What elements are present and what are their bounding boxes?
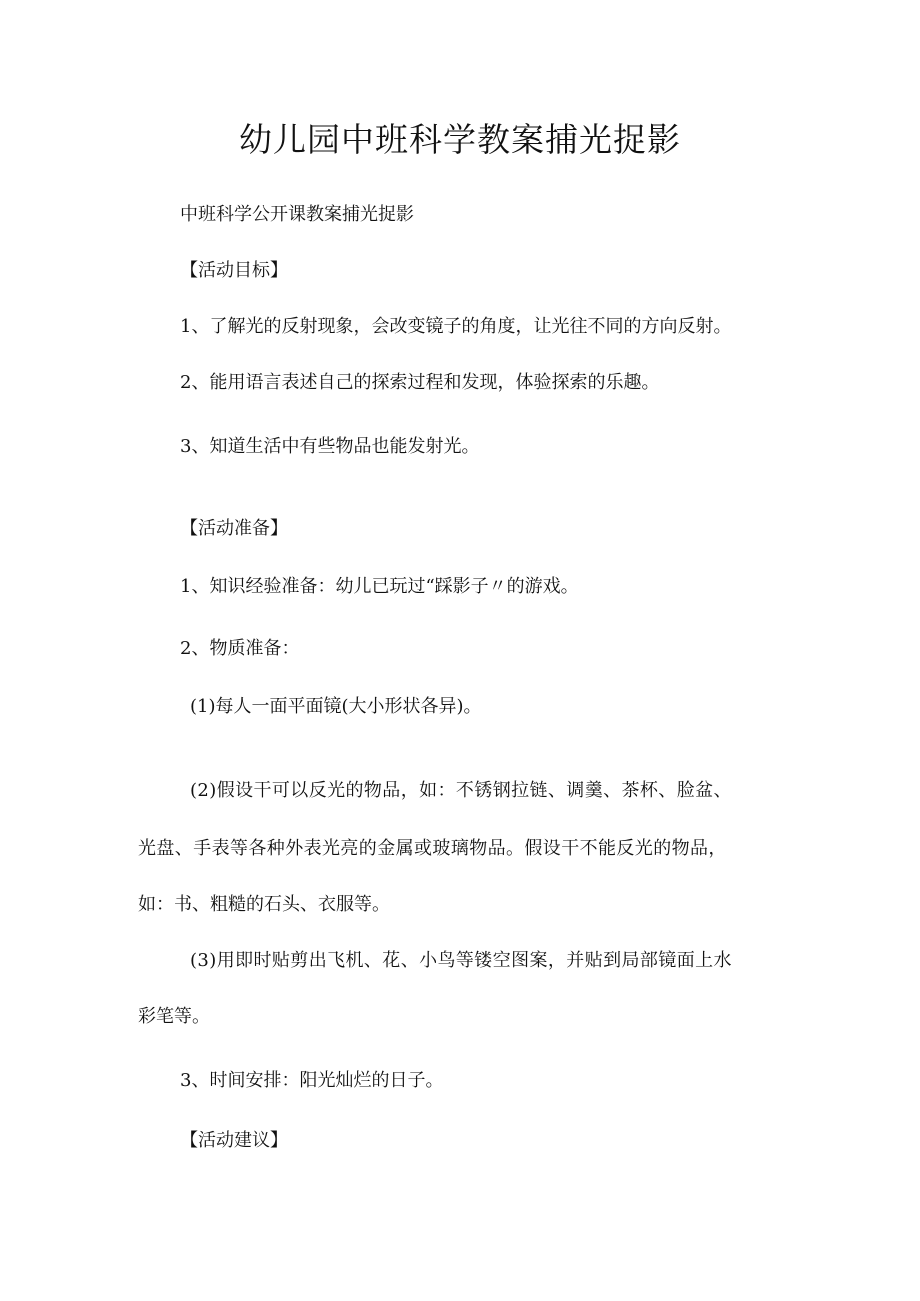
goals-heading: 【活动目标】 — [180, 260, 288, 281]
prep-item-1: 1、知识经验准备：幼儿已玩过“踩影子〃的游戏。 — [180, 576, 579, 597]
prep-heading: 【活动准备】 — [180, 518, 288, 539]
prep-item-3: 3、时间安排：阳光灿烂的日子。 — [180, 1070, 444, 1091]
prep-item-2: 2、物质准备： — [180, 638, 300, 659]
prep-subitem-2-line-3: 如：书、粗糙的石头、衣服等。 — [138, 894, 390, 915]
goal-item-1: 1、了解光的反射现象，会改变镜子的角度，让光往不同的方向反射。 — [180, 316, 732, 337]
goal-item-2: 2、能用语言表述自己的探索过程和发现，体验探索的乐趣。 — [180, 372, 660, 393]
prep-subitem-3-line-2: 彩笔等。 — [138, 1006, 210, 1027]
prep-subitem-2-line-2: 光盘、手表等各种外表光亮的金属或玻璃物品。假设干不能反光的物品， — [138, 838, 727, 859]
goal-item-3: 3、知道生活中有些物品也能发射光。 — [180, 436, 480, 457]
prep-subitem-2-line-1: (2)假设干可以反光的物品，如：不锈钢拉链、调羹、茶杯、脸盆、 — [190, 780, 732, 801]
document-title: 幼儿园中班科学教案捕光捉影 — [239, 120, 681, 159]
prep-subitem-1: (1)每人一面平面镜(大小形状各异)。 — [190, 696, 482, 717]
suggest-heading: 【活动建议】 — [180, 1130, 288, 1151]
prep-subitem-3-line-1: (3)用即时贴剪出飞机、花、小鸟等镂空图案，并贴到局部镜面上水 — [190, 950, 732, 971]
subtitle: 中班科学公开课教案捕光捉影 — [180, 204, 414, 225]
